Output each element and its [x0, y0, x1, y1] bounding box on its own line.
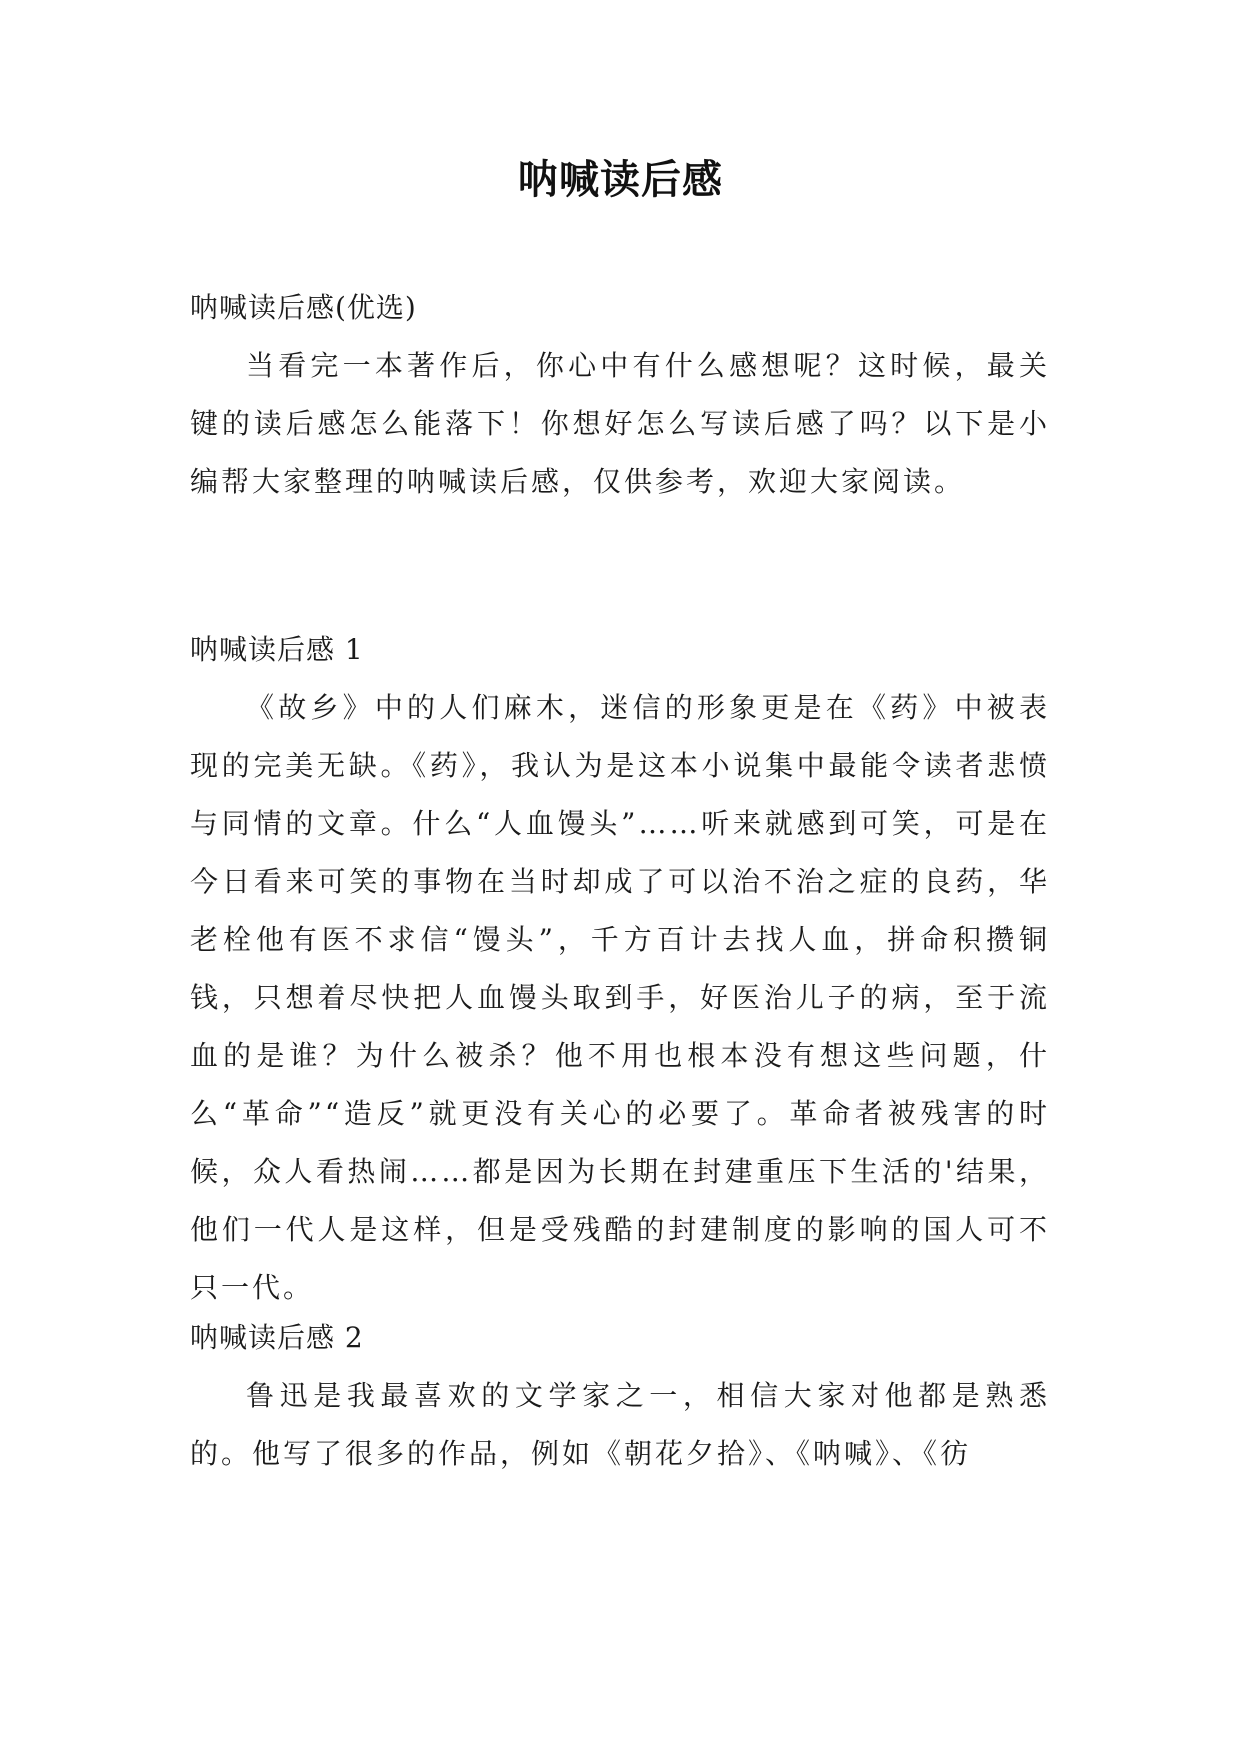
section-paragraph-1: 《故乡》中的人们麻木，迷信的形象更是在《药》中被表现的完美无缺。《药》，我认为是这本小说集中最能令读者悲愤与同情的文章。什么“人血馒头”……听来就感到可笑，可是在今日看来可笑的事物在当时却成了可以治不治之症的良药，华老栓他有医不求信“馒头”，千方百计去找人血，拼命积攒铜钱，只想着尽快把人血馒头取到手，好医治儿子的病，至于流血的是谁？为什么被杀？他不用也根本没有想这些问题，什么“革命”“造反”就更没有关心的必要了。革命者被残害的时候，众人看热闹……都是因为长期在封建重压下生活的'结果，他们一代人是这样，但是受残酷的封建制度的影响的国人可不只一代。: [190, 691, 1050, 1304]
section-heading-1: 呐喊读后感 1: [190, 633, 364, 666]
document-title: 呐喊读后感: [518, 157, 723, 203]
document-body: [190, 287, 1050, 1483]
spacer: [190, 511, 1050, 629]
spacer: [190, 329, 1050, 337]
spacer: [190, 671, 1050, 679]
section-heading-2: 呐喊读后感 2: [190, 1321, 364, 1354]
section-heading-intro: 呐喊读后感(优选): [190, 291, 417, 324]
spacer: [190, 1359, 1050, 1367]
section-paragraph-2: 鲁迅是我最喜欢的文学家之一，相信大家对他都是熟悉的。他写了很多的作品，例如《朝花夕拾》、《呐喊》、《彷: [190, 1379, 1050, 1470]
section-paragraph-intro: 当看完一本著作后，你心中有什么感想呢？这时候，最关键的读后感怎么能落下！你想好怎么写读后感了吗？以下是小编帮大家整理的呐喊读后感，仅供参考，欢迎大家阅读。: [190, 349, 1050, 498]
